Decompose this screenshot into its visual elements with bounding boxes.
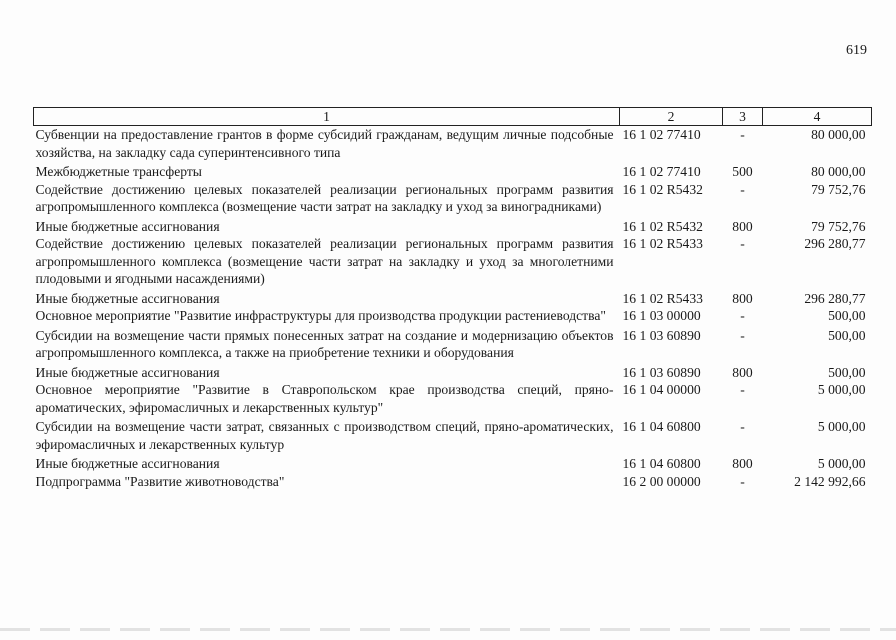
row-name: Иные бюджетные ассигнования [35, 364, 220, 380]
row-type: 800 [732, 218, 753, 234]
row-type: - [740, 382, 745, 397]
table-row [34, 216, 872, 236]
row-amount: 500,00 [828, 327, 866, 343]
row-type: 800 [732, 456, 753, 471]
table-row [34, 453, 872, 473]
row-code: 16 1 02 R5433 [622, 290, 703, 306]
row-name: Содействие достижению целевых показателей реализации региональных программ развития агропромышленного комплекса (возмещение части затрат на закладку и уход за многолетними плодовыми и ягодными насаждениями) [35, 236, 614, 286]
table-row [34, 161, 872, 181]
row-type: 500 [732, 164, 753, 179]
row-type: 800 [732, 364, 753, 380]
row-code: 16 1 04 00000 [622, 382, 701, 397]
row-code: 16 1 03 60890 [622, 364, 701, 380]
page-number: 619 [846, 43, 867, 58]
table-row [34, 307, 872, 325]
row-amount: 500,00 [828, 308, 866, 323]
row-code: 16 1 04 60800 [622, 456, 701, 471]
table-row [34, 181, 872, 216]
row-code: 16 1 02 R5432 [622, 218, 703, 234]
table-row [34, 381, 872, 416]
row-code: 16 1 03 00000 [622, 308, 701, 323]
row-amount: 500,00 [828, 364, 866, 380]
row-name: Основное мероприятие "Развитие в Ставропольском крае производства специй, пряно-ароматических, эфиромасличных и лекарственных культур" [35, 382, 614, 415]
budget-table [33, 107, 872, 490]
row-type: - [740, 327, 745, 343]
row-code: 16 1 02 R5433 [622, 236, 703, 251]
table-header-row [34, 108, 872, 126]
row-code: 16 1 03 60890 [622, 327, 701, 343]
column-header-3: 3 [723, 108, 763, 126]
row-name: Субвенции на предоставление грантов в форме субсидий гражданам, ведущим личные подсобные хозяйства, на закладку сада суперинтенсивного типа [35, 127, 614, 160]
row-name: Субсидии на возмещение части затрат, связанных с производством специй, пряно-ароматических, эфиромасличных и лекарственных культур [35, 419, 614, 452]
row-amount: 80 000,00 [811, 127, 866, 142]
table-row [34, 473, 872, 491]
row-name: Иные бюджетные ассигнования [35, 218, 220, 234]
row-amount: 296 280,77 [804, 236, 866, 251]
row-type: - [740, 181, 745, 197]
row-name: Межбюджетные трансферты [35, 164, 202, 179]
row-name: Основное мероприятие "Развитие инфраструктуры для производства продукции растениеводства" [35, 308, 606, 323]
row-amount: 5 000,00 [817, 419, 866, 434]
scan-edge-artifact [0, 628, 896, 631]
table-row [34, 416, 872, 453]
table-row [34, 235, 872, 288]
row-type: - [740, 236, 745, 251]
column-header-2: 2 [620, 108, 723, 126]
row-name: Иные бюджетные ассигнования [35, 456, 220, 471]
row-name: Подпрограмма "Развитие животноводства" [35, 473, 285, 489]
row-type: - [740, 127, 745, 142]
row-amount: 5 000,00 [817, 456, 866, 471]
column-header-4: 4 [763, 108, 872, 126]
row-code: 16 1 02 77410 [622, 127, 701, 142]
row-code: 16 1 02 R5432 [622, 181, 703, 197]
row-name: Иные бюджетные ассигнования [35, 290, 220, 306]
column-header-1: 1 [34, 108, 620, 126]
row-name: Субсидии на возмещение части прямых понесенных затрат на создание и модернизацию объектов агропромышленного комплекса, а также на приобретение техники и оборудования [35, 327, 614, 360]
row-code: 16 2 00 00000 [622, 473, 701, 489]
row-amount: 80 000,00 [811, 164, 866, 179]
row-name: Содействие достижению целевых показателей реализации региональных программ развития агропромышленного комплекса (возмещение части затрат на закладку и уход за виноградниками) [35, 181, 614, 214]
row-type: - [740, 419, 745, 434]
row-amount: 5 000,00 [817, 382, 866, 397]
row-type: - [740, 308, 745, 323]
row-type: 800 [732, 290, 753, 306]
table-row [34, 362, 872, 382]
table-row [34, 288, 872, 308]
row-code: 16 1 04 60800 [622, 419, 701, 434]
table-row [34, 126, 872, 162]
row-amount: 2 142 992,66 [794, 473, 866, 489]
row-type: - [740, 473, 745, 489]
row-amount: 79 752,76 [811, 181, 866, 197]
row-amount: 79 752,76 [811, 218, 866, 234]
row-amount: 296 280,77 [804, 290, 866, 306]
table-row [34, 325, 872, 362]
row-code: 16 1 02 77410 [622, 164, 701, 179]
